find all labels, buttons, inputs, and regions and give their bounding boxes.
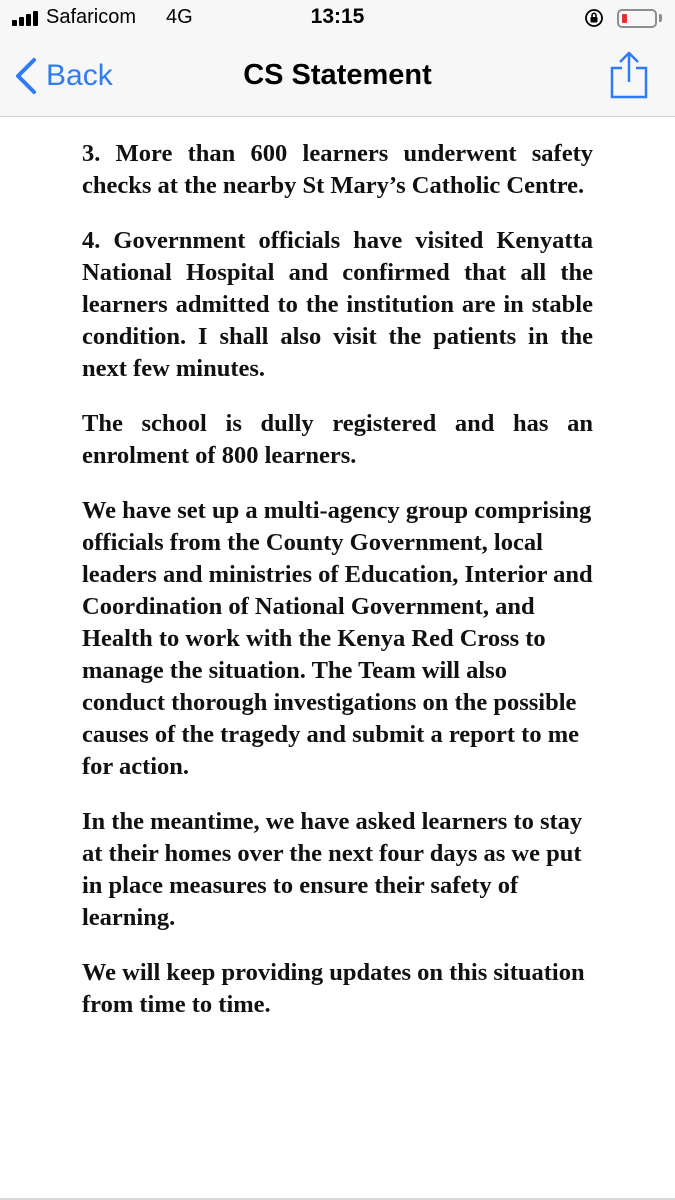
- status-time: 13:15: [310, 5, 365, 28]
- statement-paragraph-6: We will keep providing updates on this situation from time to time.: [82, 959, 585, 1018]
- battery-cap: [659, 14, 662, 22]
- status-bar: [0, 0, 675, 38]
- navigation-bar: [0, 38, 675, 117]
- statement-paragraph-3: The school is dully registered and has an enrolment of 800 learners.: [82, 410, 593, 469]
- carrier-name: Safaricom: [46, 6, 137, 28]
- statement-paragraph-4: We have set up a multi-agency group comprising officials from the County Government, local leaders and ministries of Education, Interior and Coordination of National Government, and Health to work with the Kenya Red Cross to manage the situation. The Team will also conduct thorough investigations on the possible causes of the tragedy and submit a report to me for action.: [82, 497, 593, 780]
- statement-body: [82, 138, 612, 1044]
- statement-paragraph-1: 3. More than 600 learners underwent safety checks at the nearby St Mary’s Catholic Centre.: [82, 140, 593, 199]
- battery-level: [622, 14, 627, 23]
- back-label: Back: [46, 59, 113, 92]
- battery-icon: [617, 9, 657, 28]
- statement-paragraph-5: In the meantime, we have asked learners to stay at their homes over the next four days as we put in place measures to ensure their safety of learning.: [82, 808, 583, 931]
- network-type: 4G: [166, 6, 193, 28]
- rotation-lock-icon: [584, 8, 604, 28]
- statement-paragraph-2: 4. Government officials have visited Kenyatta National Hospital and confirmed that all the learners admitted to the institution are in stable condition. I shall also visit the patients in the next few minutes.: [82, 227, 612, 382]
- page-title: CS Statement: [243, 59, 432, 91]
- share-icon[interactable]: [608, 50, 650, 100]
